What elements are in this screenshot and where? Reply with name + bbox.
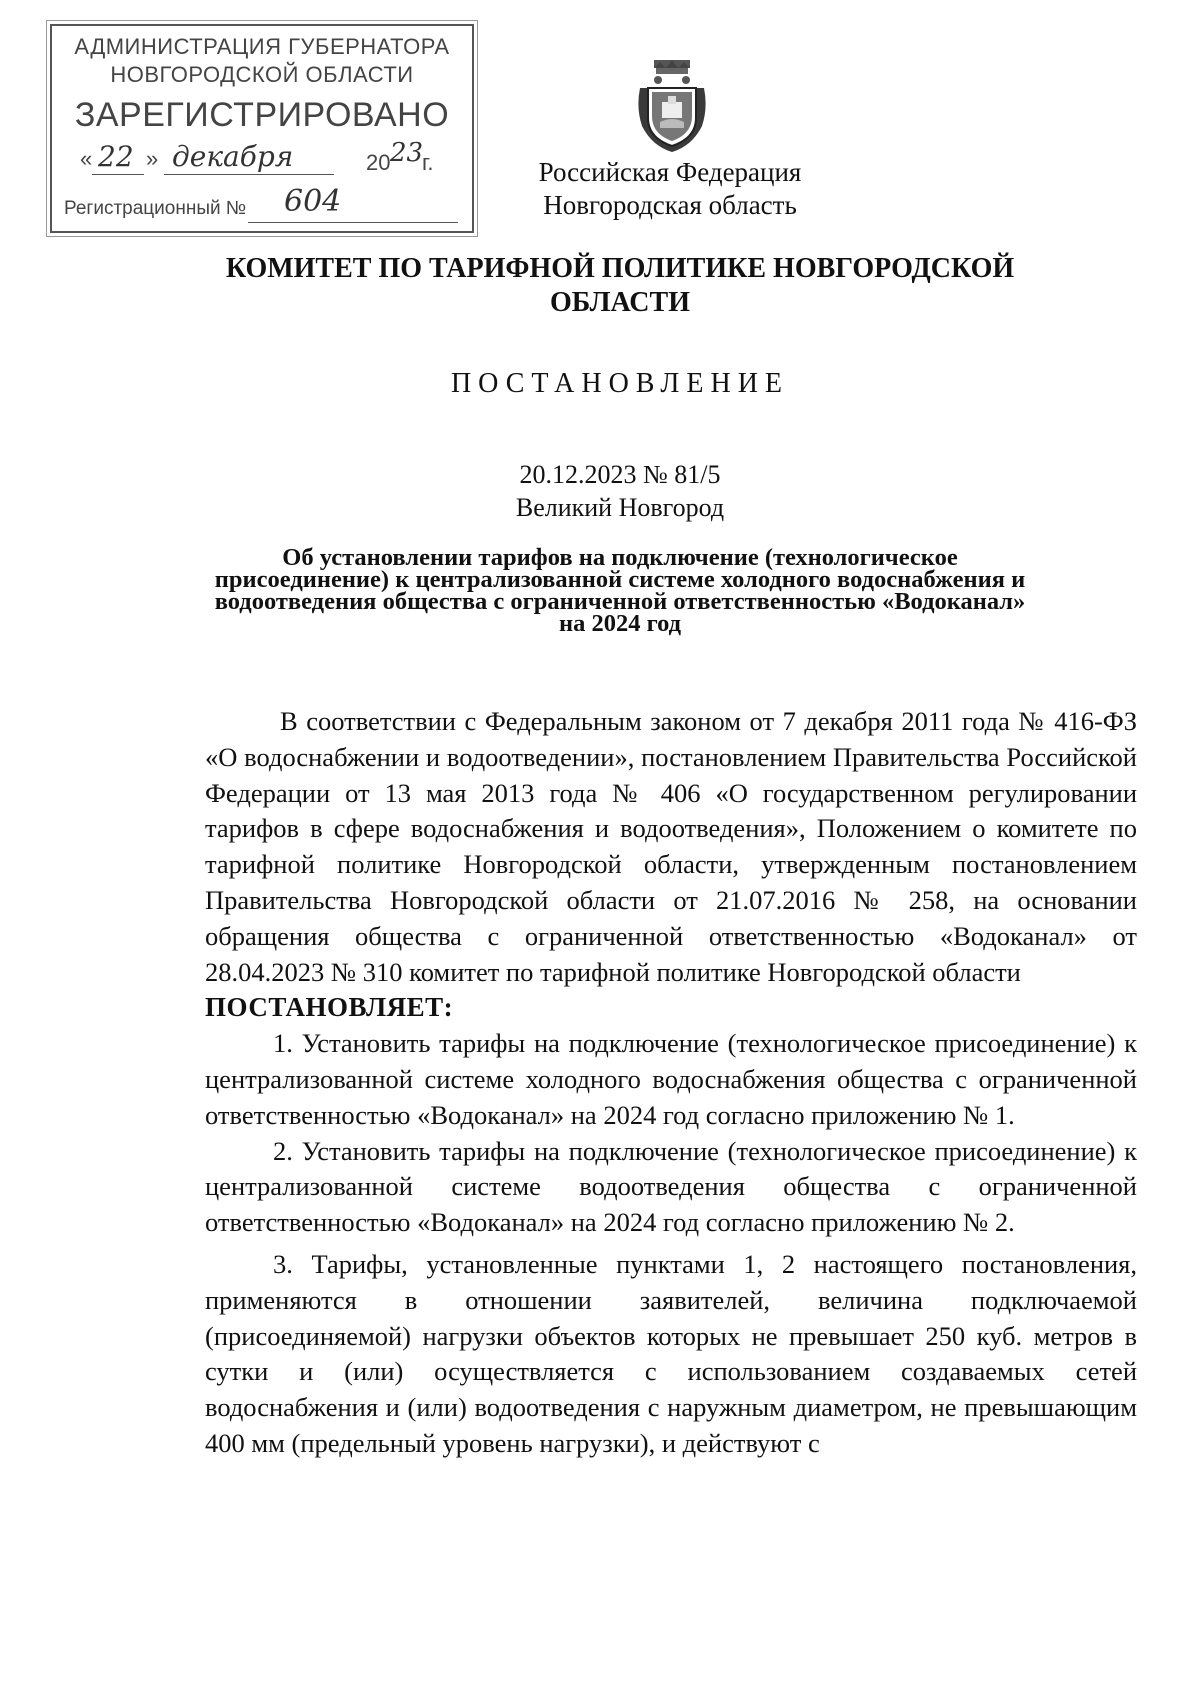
item-1-paragraph: 1. Установить тарифы на подключение (технологическое присоединение) к централизованной системе холодного водоснабжения общества с ограниченной ответственностью «Водоканал» на 2024 год согласно приложению № 1. [205,1028,1137,1130]
preamble-paragraph: В соответствии с Федеральным законом от 7 декабря 2011 года № 416-ФЗ «О водоснабжении и водоотведении», постановлением Правительства Российской Федерации от 13 мая 2013 года № 406 «О государственном регулировании тарифов в сфере водоснабжения и водоотведения», Положением о комитете по тарифной политике Новгородской области, утвержденным постановлением Правительства Новгородской области от 21.07.2016 № 258, на основании обращения общества с ограниченной ответственностью «Водоканал» от 28.04.2023 № 310 комитет по тарифной политике Новгородской области [205,706,1137,987]
document-subject: Об установлении тарифов на подключение (технологическое присоединение) к централизованной системе холодного водоснабжения и водоотведения общества с ограниченной ответственностью «Водоканал» на 2024 год [214,544,1026,637]
country-name: Российская Федерация [538,157,802,187]
coat-of-arms-icon [632,58,712,154]
stamp-date-line: « 22 » декабря 20 23 г. [80,138,434,175]
document-body [205,704,1137,1462]
region-name: Новгородская область [543,190,797,220]
stamp-day: 22 [98,140,134,173]
stamp-year-prefix: 20 [366,150,391,175]
stamp-authority-line2: НОВГОРОДСКОЙ ОБЛАСТИ [110,62,414,87]
decides-heading: ПОСТАНОВЛЯЕТ: [205,992,454,1023]
stamp-month: декабря [172,140,294,173]
stamp-registered: ЗАРЕГИСТРИРОВАНО [74,96,450,134]
document-city: Великий Новгород [515,493,725,522]
stamp-year-suffix: 23 [390,138,424,168]
registration-stamp [50,24,474,233]
document-type: ПОСТАНОВЛЕНИЕ [450,368,790,399]
item-2-paragraph: 2. Установить тарифы на подключение (технологическое присоединение) к централизованной системе водоотведения общества с ограниченной ответственностью «Водоканал» на 2024 год согласно приложению № 2. [205,1135,1137,1238]
stamp-reg-label: Регистрационный № [64,198,247,219]
stamp-year-unit: г. [422,150,434,175]
item-3-paragraph: 3. Тарифы, установленные пунктами 1, 2 настоящего постановления, применяются в отношении заявителей, величина подключаемой (присоединяемой) нагрузки объектов которых не превышает 250 куб. метров в сутки и (или) осуществляется с использованием создаваемых сетей водоснабжения и (или) водоотведения с наружным диаметром, не превышающим 400 мм (предельный уровень нагрузки), и действуют с [205,1248,1137,1458]
stamp-authority-line1: АДМИНИСТРАЦИЯ ГУБЕРНАТОРА [74,34,450,59]
committee-title: КОМИТЕТ ПО ТАРИФНОЙ ПОЛИТИКЕ НОВГОРОДСКОЙ ОБЛАСТИ [225,253,1015,318]
document-date-number: 20.12.2023 № 81/5 [519,460,721,489]
stamp-reg-number: 604 [284,184,342,219]
